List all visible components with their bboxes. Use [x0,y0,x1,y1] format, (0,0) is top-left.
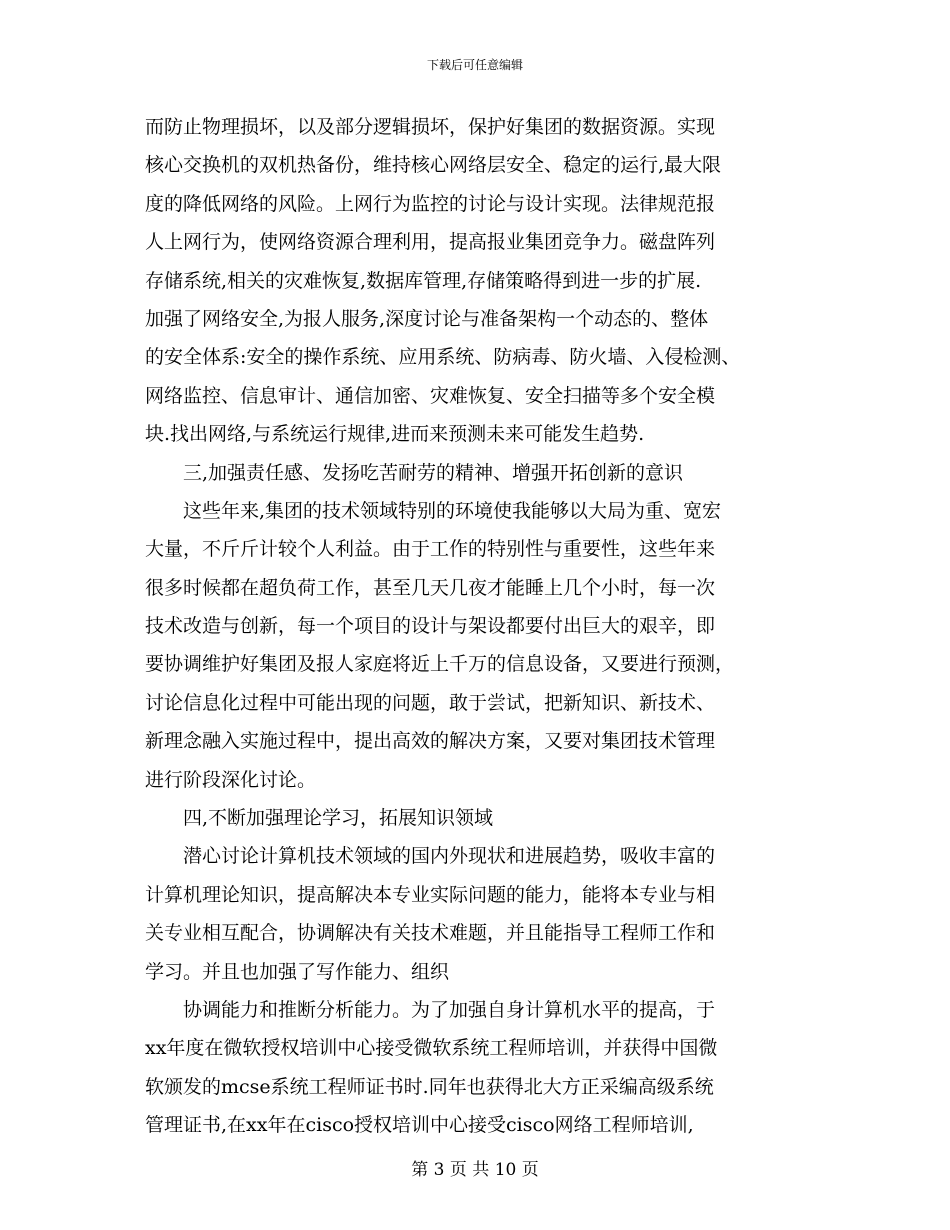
text-line: 新理念融入实施过程中，提出高效的解决方案，又要对集团技术管理 [145,730,716,753]
text-line: 计算机理论知识，提高解决本专业实际问题的能力，能将本专业与相 [145,883,716,906]
page-header: 下载后可任意编辑 [426,58,523,72]
page-footer: 第 3 页 共 10 页 [411,1160,539,1180]
text-line: 的安全体系:安全的操作系统、应用系统、防病毒、防火墙、入侵检测、 [145,346,741,369]
text-line: 协调能力和推断分析能力。为了加强自身计算机水平的提高，于 [183,998,716,1021]
text-line: 块.找出网络,与系统运行规律,进而来预测未来可能发生趋势. [145,423,645,446]
text-line: 大量，不斤斤计较个人利益。由于工作的特别性与重要性，这些年来 [145,538,716,561]
text-line: xx年度在微软授权培训中心接受微软系统工程师培训，并获得中国微 [145,1037,718,1060]
text-line: 人上网行为，使网络资源合理利用，提高报业集团竞争力。磁盘阵列 [145,231,716,254]
text-line: 学习。并且也加强了写作能力、组织 [145,960,450,983]
text-line: 进行阶段深化讨论。 [145,768,317,791]
text-line: 核心交换机的双机热备份，维持核心网络层安全、稳定的运行,最大限 [145,154,722,177]
text-line: 软颁发的mcse系统工程师证书时.同年也获得北大方正采编高级系统 [145,1075,714,1098]
text-line: 存储系统,相关的灾难恢复,数据库管理,存储策略得到进一步的扩展. [145,269,702,292]
text-line: 而防止物理损坏，以及部分逻辑损坏，保护好集团的数据资源。实现 [145,116,716,138]
section-heading: 四,不断加强理论学习，拓展知识领域 [183,807,494,830]
text-line: 很多时候都在超负荷工作，甚至几天几夜才能睡上几个小时，每一次 [145,576,716,599]
text-line: 这些年来,集团的技术领域特别的环境使我能够以大局为重、宽宏 [183,499,722,522]
text-line: 技术改造与创新，每一个项目的设计与架设都要付出巨大的艰辛，即 [145,615,716,638]
text-line: 度的降低网络的风险。上网行为监控的讨论与设计实现。法律规范报 [145,192,716,215]
text-line: 关专业相互配合，协调解决有关技术难题，并且能指导工程师工作和 [145,922,716,945]
document-body [145,108,825,1145]
text-line: 管理证书,在xx年在cisco授权培训中心接受cisco网络工程师培训, [145,1114,694,1137]
text-line: 加强了网络安全,为报人服务,深度讨论与准备架构一个动态的、整体 [145,307,709,330]
text-line: 讨论信息化过程中可能出现的问题，敢于尝试，把新知识、新技术、 [145,691,716,714]
text-line: 要协调维护好集团及报人家庭将近上千万的信息设备，又要进行预测， [145,653,735,676]
section-heading: 三,加强责任感、发扬吃苦耐劳的精神、增强开拓创新的意识 [183,461,684,484]
text-line: 网络监控、信息审计、通信加密、灾难恢复、安全扫描等多个安全模 [145,384,716,407]
text-line: 潜心讨论计算机技术领域的国内外现状和进展趋势，吸收丰富的 [183,845,716,868]
